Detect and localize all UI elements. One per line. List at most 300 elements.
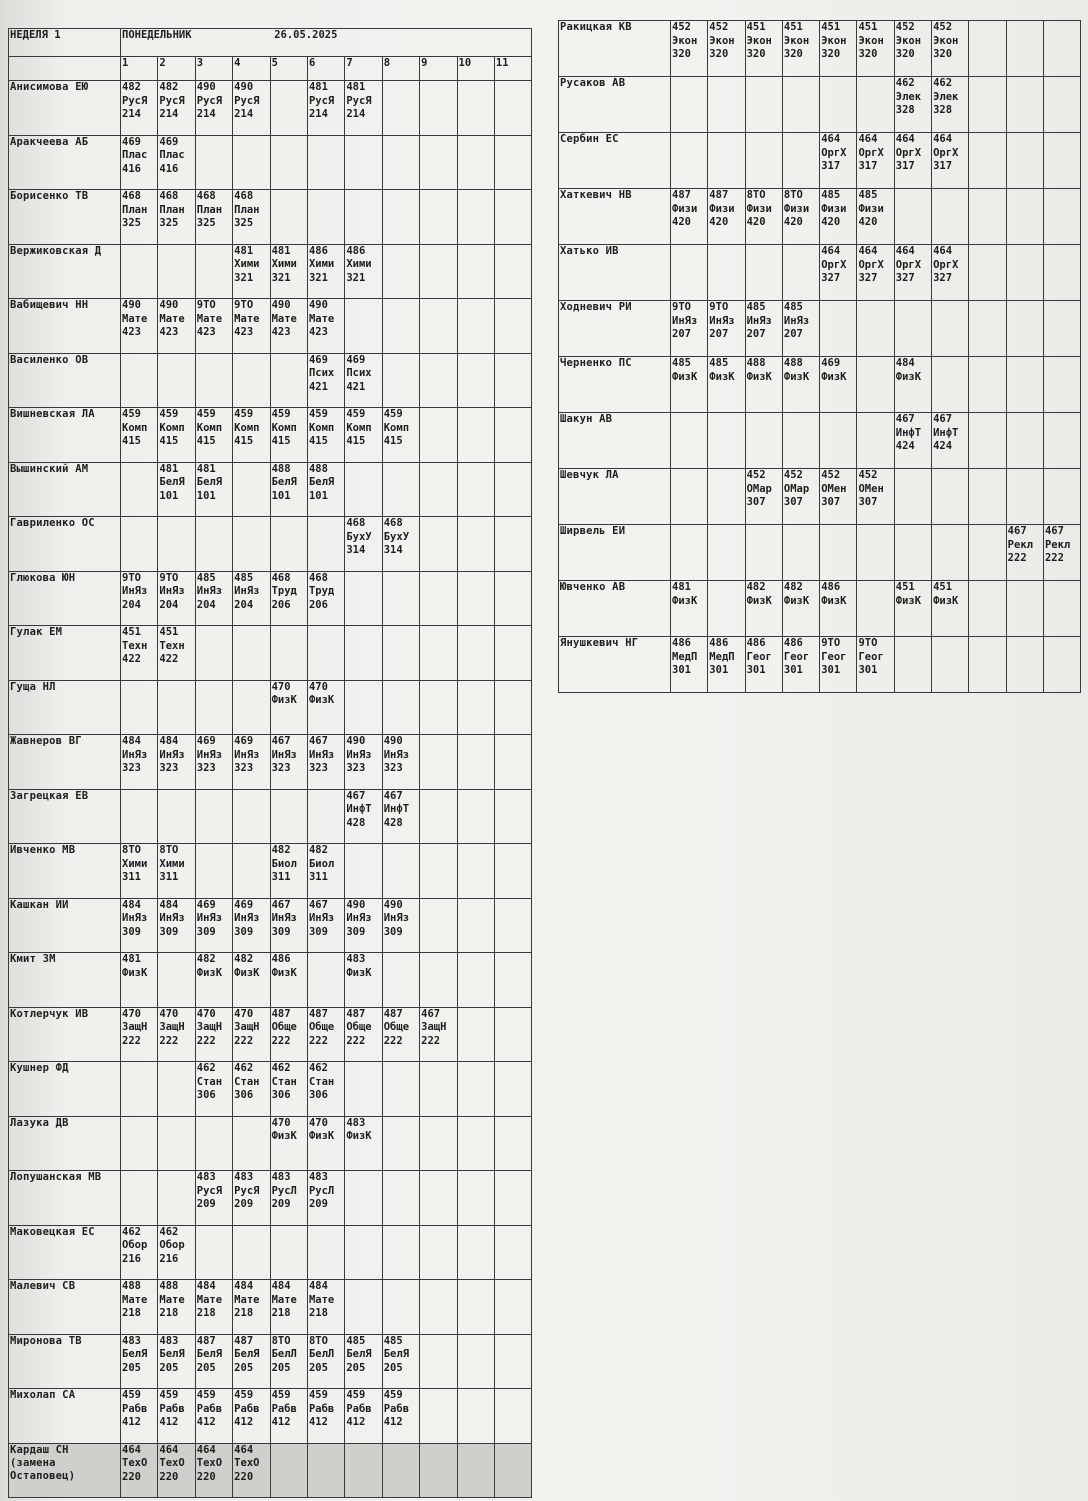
lesson-cell [932,413,969,469]
lesson-group: 462 [895,77,915,89]
teacher-name: Кушнер ФД [9,1062,121,1117]
lesson-subject: ТехО [159,1457,185,1469]
lesson-room: 205 [196,1361,216,1374]
lesson-subject: ИнЯз [234,912,260,924]
teacher-name: Янушкевич НГ [559,637,671,693]
lesson-cell [195,1116,232,1171]
lesson-cell [745,301,782,357]
lesson-group: 481 [234,244,254,257]
teacher-row [9,953,532,1008]
lesson-room: 416 [159,162,179,175]
lesson-room: 222 [271,1034,291,1047]
teacher-name: Лазука ДВ [9,1116,121,1171]
lesson-group: 486 [346,244,366,257]
lesson-room: 309 [196,925,216,938]
lesson-subject: ТехО [234,1457,260,1469]
lesson-subject: ФизК [821,370,847,383]
lesson-group: 490 [196,81,216,93]
lesson-subject: ФизК [783,370,810,383]
lesson-group: 469 [234,735,254,747]
lesson-group: 469 [196,898,216,911]
lesson-cell [345,789,382,844]
lesson-cell [420,135,457,190]
lesson-room: 415 [346,435,366,447]
lesson-subject: Рабв [122,1402,148,1415]
lesson-subject: ИнЯз [159,585,185,597]
lesson-subject: ЗащН [159,1021,185,1033]
lesson-cell [857,189,894,245]
lesson-room: 205 [159,1361,179,1374]
teacher-row [9,680,532,735]
lesson-room: 422 [159,653,179,665]
teacher-row [9,1334,532,1389]
lesson-cell [345,1171,382,1226]
lesson-subject: ИнЯз [271,748,297,761]
lesson-cell [420,1280,457,1335]
lesson-cell [894,357,931,413]
lesson-cell [1043,133,1080,189]
lesson-group: 481 [122,953,141,965]
lesson-group: 490 [308,299,328,311]
teacher-row [9,1007,532,1062]
lesson-subject: Комп [122,421,148,434]
lesson-subject: БухУ [383,530,410,543]
lesson-cell [307,844,344,899]
lesson-subject: ФизК [821,594,847,607]
lesson-subject: БелЯ [196,476,223,488]
lesson-room: 220 [196,1470,216,1483]
lesson-subject: Экон [821,34,847,47]
lesson-cell [420,680,457,735]
lesson-cell [494,1062,532,1117]
lesson-cell [307,462,344,517]
lesson-cell [121,190,158,245]
lesson-cell [820,581,857,637]
lesson-subject: ИнЯз [346,912,372,924]
lesson-subject: ИнЯз [122,585,148,597]
lesson-cell [270,135,307,190]
lesson-cell [457,1443,494,1498]
lesson-cell [420,1389,457,1444]
lesson-cell [233,626,270,681]
lesson-room: 317 [895,160,915,172]
lesson-subject: Геог [746,650,772,663]
lesson-group: 470 [159,1007,179,1020]
teacher-name: Шакун АВ [559,413,671,469]
lesson-room: 325 [196,217,216,229]
lesson-group: 490 [159,299,179,311]
lesson-subject: ТехО [196,1457,223,1469]
lesson-room: 428 [383,816,403,829]
lesson-subject: Рабв [346,1402,372,1415]
lesson-cell [158,898,195,953]
lesson-room: 323 [234,762,254,774]
lesson-subject: ЗащН [122,1021,148,1033]
lesson-cell [158,81,195,136]
lesson-cell [782,525,819,581]
lesson-subject: Хими [122,857,148,870]
lesson-subject: Рабв [196,1402,223,1415]
lesson-cell [233,953,270,1008]
lesson-subject: Мате [159,312,185,325]
period-number: 2 [158,57,195,81]
lesson-group: 484 [271,1280,291,1292]
lesson-subject: Хими [271,258,297,270]
lesson-subject: ОргХ [895,146,922,159]
lesson-subject: РусЯ [159,94,185,107]
teacher-name: Русаков АВ [559,77,671,133]
lesson-group: 467 [421,1007,441,1020]
lesson-group: 470 [196,1007,216,1020]
lesson-cell [1006,413,1043,469]
lesson-group: 484 [895,357,915,369]
lesson-cell [708,133,745,189]
lesson-room: 301 [709,664,729,676]
lesson-subject: ОргХ [821,258,847,271]
lesson-group: 452 [933,21,953,33]
lesson-cell [121,844,158,899]
lesson-subject: ОМар [783,482,810,495]
lesson-room: 306 [308,1089,328,1101]
lesson-cell [195,299,232,354]
lesson-group: 481 [159,462,179,475]
lesson-group: 9ТО [672,301,691,313]
lesson-cell [420,1225,457,1280]
lesson-cell [270,571,307,626]
lesson-group: 467 [271,898,291,911]
lesson-subject: ОргХ [858,258,884,271]
teacher-row [9,81,532,136]
lesson-group: 464 [159,1443,179,1456]
lesson-cell [307,81,344,136]
lesson-group: 464 [821,133,841,145]
lesson-room: 320 [746,48,766,60]
lesson-cell [233,299,270,354]
teacher-name: Ширвель ЕИ [559,525,671,581]
teacher-row [9,1062,532,1117]
lesson-subject: Обще [383,1021,410,1033]
lesson-cell [270,1443,307,1498]
lesson-room: 311 [308,871,328,883]
lesson-group: 467 [933,413,953,425]
lesson-room: 321 [346,271,366,284]
lesson-subject: ФизК [783,594,810,607]
lesson-subject: Хими [159,857,185,870]
lesson-subject: Мате [271,1293,297,1306]
teacher-row [9,1225,532,1280]
lesson-room: 422 [122,653,141,665]
lesson-cell [420,898,457,953]
lesson-cell [195,190,232,245]
lesson-subject: Мате [308,312,335,325]
lesson-cell [457,1389,494,1444]
lesson-subject: Геог [858,650,884,663]
lesson-subject: Рабв [271,1402,297,1415]
lesson-cell [121,408,158,463]
lesson-room: 421 [346,380,366,393]
lesson-cell [820,21,857,77]
lesson-cell [270,517,307,572]
lesson-cell [420,626,457,681]
lesson-cell [345,898,382,953]
lesson-group: 467 [308,898,328,911]
lesson-group: 484 [196,1280,216,1292]
lesson-group: 464 [895,133,915,145]
lesson-group: 8ТО [746,189,766,201]
lesson-subject: ЗащН [234,1021,260,1033]
lesson-cell [708,189,745,245]
teacher-name: Вабищевич НН [9,299,121,354]
lesson-subject: МедП [672,650,698,663]
lesson-cell [494,1280,532,1335]
lesson-room: 327 [895,272,915,284]
lesson-subject: Экон [672,34,698,47]
lesson-cell [158,353,195,408]
lesson-group: 486 [746,637,766,649]
lesson-cell [195,735,232,790]
lesson-group: 470 [308,1116,328,1129]
lesson-room: 222 [308,1034,328,1047]
lesson-room: 218 [159,1307,179,1319]
lesson-cell [1043,357,1080,413]
lesson-cell [195,898,232,953]
lesson-group: 459 [234,408,254,420]
lesson-subject: ИнЯз [234,748,260,761]
lesson-cell [894,637,931,693]
lesson-room: 323 [196,762,216,774]
lesson-subject: Мате [234,1293,260,1306]
lesson-room: 205 [308,1361,328,1374]
lesson-cell [270,844,307,899]
lesson-cell [457,299,494,354]
lesson-cell [1006,21,1043,77]
lesson-cell [270,680,307,735]
lesson-cell [307,626,344,681]
lesson-cell [745,581,782,637]
lesson-cell [270,789,307,844]
lesson-subject: План [122,203,148,216]
lesson-cell [195,81,232,136]
lesson-cell [745,357,782,413]
lesson-subject: ФизК [709,370,735,383]
lesson-subject: Стан [308,1075,335,1088]
lesson-group: 451 [821,21,841,33]
lesson-cell [1006,245,1043,301]
lesson-group: 462 [159,1225,179,1238]
lesson-room: 206 [308,598,328,611]
lesson-room: 218 [196,1307,216,1319]
lesson-cell [894,525,931,581]
lesson-cell [420,190,457,245]
lesson-cell [158,1225,195,1280]
lesson-room: 321 [234,271,254,284]
lesson-subject: РусЯ [122,94,148,107]
lesson-cell [457,1334,494,1389]
lesson-cell [457,1007,494,1062]
lesson-subject: ИнЯз [159,748,185,761]
lesson-group: 486 [821,581,841,593]
lesson-subject: ОМар [746,482,772,495]
lesson-group: 464 [821,245,841,257]
lesson-room: 222 [1007,552,1027,564]
lesson-cell [782,133,819,189]
lesson-room: 412 [383,1416,403,1428]
lesson-subject: Физи [672,202,698,215]
lesson-cell [671,581,708,637]
lesson-subject: ИнЯз [746,314,772,327]
lesson-room: 222 [421,1034,441,1047]
lesson-subject: РусЯ [346,94,372,107]
lesson-room: 207 [783,328,803,340]
lesson-group: 484 [159,898,179,911]
lesson-cell [420,1334,457,1389]
lesson-room: 309 [383,925,403,938]
lesson-cell [158,789,195,844]
lesson-group: 8ТО [159,844,179,856]
lesson-subject: ФизК [308,694,335,706]
lesson-cell [494,680,532,735]
teacher-row [9,190,532,245]
lesson-cell [345,735,382,790]
period-number: 1 [121,57,158,81]
lesson-room: 309 [159,925,179,938]
lesson-room: 301 [672,664,691,676]
lesson-group: 483 [196,1171,216,1183]
lesson-cell [494,190,532,245]
lesson-cell [382,1280,419,1335]
lesson-room: 209 [271,1198,291,1210]
lesson-subject: ИнЯз [122,748,148,761]
lesson-cell [857,469,894,525]
lesson-subject: ФизК [308,1130,335,1142]
lesson-cell [494,898,532,953]
lesson-group: 486 [783,637,803,649]
lesson-room: 412 [122,1416,141,1428]
lesson-cell [932,189,969,245]
lesson-cell [494,953,532,1008]
lesson-cell [158,953,195,1008]
lesson-cell [233,1225,270,1280]
lesson-cell [233,244,270,299]
lesson-cell [307,1225,344,1280]
lesson-room: 309 [346,925,366,938]
lesson-cell [708,357,745,413]
lesson-room: 321 [308,271,328,284]
lesson-cell [932,637,969,693]
lesson-cell [708,77,745,133]
lesson-group: 485 [234,571,254,584]
lesson-cell [158,1334,195,1389]
lesson-cell [494,353,532,408]
lesson-group: 459 [346,1389,366,1401]
lesson-group: 459 [196,1389,216,1401]
lesson-cell [382,190,419,245]
lesson-cell [671,133,708,189]
lesson-room: 327 [933,272,953,284]
lesson-subject: Физи [858,202,884,215]
lesson-cell [195,953,232,1008]
lesson-room: 214 [234,108,254,120]
lesson-cell [1006,357,1043,413]
lesson-group: 482 [122,81,141,93]
lesson-cell [969,189,1006,245]
lesson-cell [671,301,708,357]
lesson-group: 484 [122,735,141,747]
lesson-room: 428 [346,816,366,829]
lesson-group: 462 [122,1225,141,1238]
lesson-cell [420,953,457,1008]
lesson-group: 452 [858,469,878,481]
lesson-subject: Комп [383,421,410,434]
lesson-cell [158,1007,195,1062]
lesson-cell [671,189,708,245]
lesson-subject: ТехО [122,1457,148,1469]
lesson-subject: Экон [933,34,959,47]
lesson-cell [307,353,344,408]
lesson-cell [345,1280,382,1335]
lesson-group: 462 [196,1062,216,1074]
lesson-group: 452 [821,469,841,481]
lesson-cell [233,1443,270,1498]
lesson-cell [382,299,419,354]
lesson-cell [158,408,195,463]
lesson-group: 485 [746,301,766,313]
lesson-group: 484 [234,1280,254,1292]
day-date-header [121,29,532,57]
lesson-group: 451 [746,21,766,33]
teacher-name: Ювченко АВ [559,581,671,637]
lesson-cell [158,517,195,572]
lesson-subject: ЗащН [196,1021,223,1033]
lesson-cell [307,1334,344,1389]
lesson-room: 307 [746,496,766,508]
lesson-cell [420,244,457,299]
lesson-cell [382,844,419,899]
lesson-room: 311 [122,871,141,883]
lesson-group: 452 [783,469,803,481]
lesson-room: 222 [383,1034,403,1047]
lesson-cell [1043,245,1080,301]
lesson-group: 485 [783,301,803,313]
lesson-room: 415 [196,435,216,447]
lesson-subject: БелЯ [346,1348,372,1360]
lesson-subject: Стан [234,1075,260,1088]
lesson-room: 416 [122,162,141,175]
lesson-cell [195,517,232,572]
lesson-group: 459 [196,408,216,420]
lesson-cell [121,1389,158,1444]
lesson-group: 452 [672,21,691,33]
lesson-cell [158,299,195,354]
lesson-group: 9ТО [709,301,729,313]
lesson-group: 481 [271,244,291,257]
lesson-group: 8ТО [122,844,141,856]
lesson-cell [457,408,494,463]
lesson-subject: ИнЯз [346,748,372,761]
lesson-group: 481 [346,81,366,93]
lesson-cell [270,462,307,517]
lesson-room: 207 [672,328,691,340]
lesson-cell [1006,581,1043,637]
lesson-group: 467 [1007,525,1027,537]
lesson-group: 467 [1044,525,1064,537]
lesson-room: 320 [895,48,915,60]
lesson-subject: Мате [122,1293,148,1306]
teacher-name: Василенко ОВ [9,353,121,408]
lesson-cell [270,1389,307,1444]
lesson-cell [270,408,307,463]
lesson-cell [158,735,195,790]
